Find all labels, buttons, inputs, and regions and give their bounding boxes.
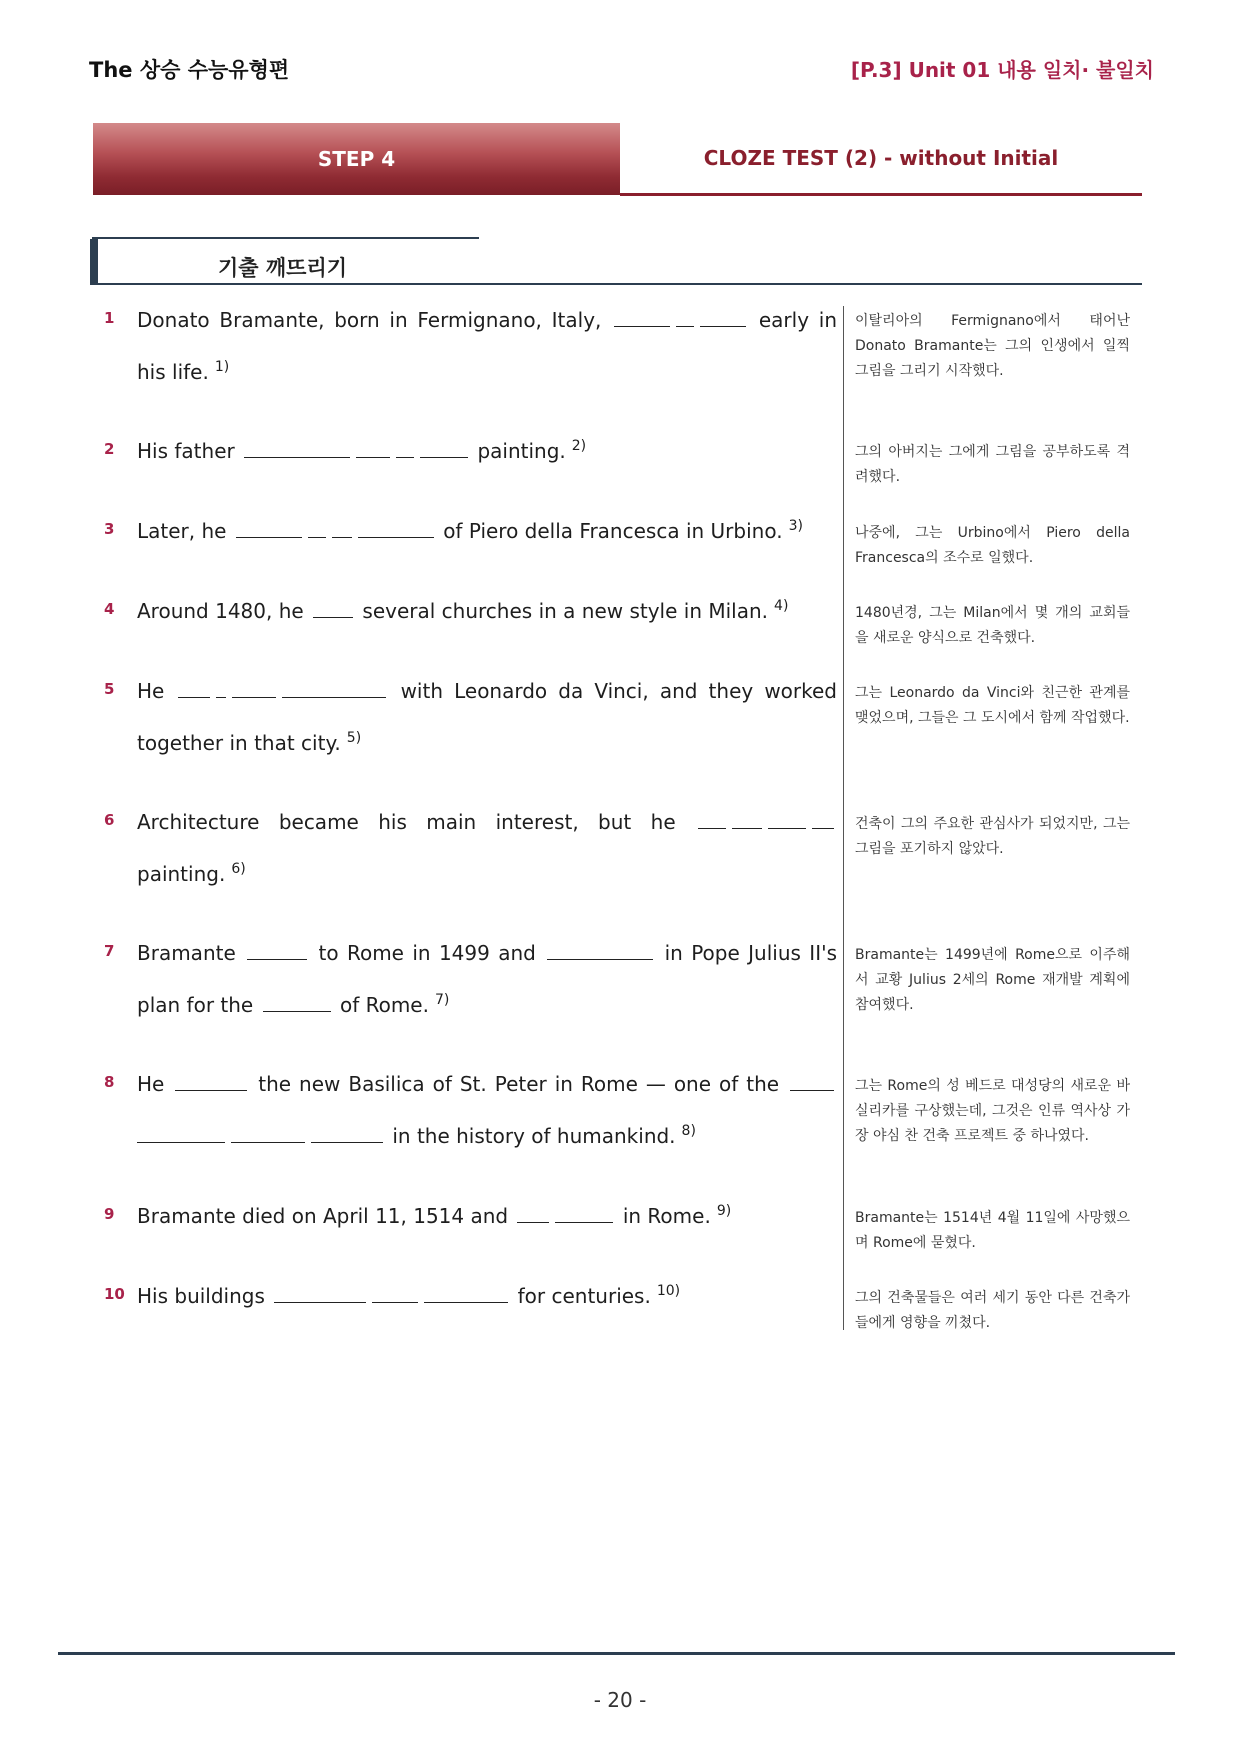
korean-translation: 그는 Leonardo da Vinci와 친근한 관계를 맺었으며, 그들은 그 도시에서 함께 작업했다.	[855, 685, 1130, 726]
question-text: to Rome in 1499 and	[318, 941, 536, 965]
question-number: 7	[104, 942, 115, 960]
footnote-marker: 3)	[788, 518, 803, 534]
cloze-test-title	[620, 123, 1142, 196]
answer-blank	[332, 519, 352, 538]
footer-rule	[58, 1652, 1175, 1655]
question-text: with Leonardo da Vinci, and they worked	[400, 679, 837, 703]
korean-translation: 나중에, 그는 Urbino에서 Piero della Francesca의 조수로 일했다.	[855, 525, 1130, 566]
footnote-marker: 4)	[774, 598, 789, 614]
answer-blank	[555, 1204, 613, 1223]
answer-blank	[356, 439, 390, 458]
answer-blank	[358, 519, 434, 538]
question-number: 4	[104, 600, 115, 618]
question-number: 6	[104, 811, 115, 829]
section-bottom-rule	[98, 283, 1142, 285]
question-text: of Rome.	[339, 993, 429, 1017]
question-text: Bramante	[137, 941, 236, 965]
footnote-marker: 7)	[434, 992, 450, 1008]
answer-blank	[274, 1284, 366, 1303]
footnote-marker: 8)	[681, 1123, 696, 1139]
question-line	[137, 1284, 837, 1311]
korean-translation: 이탈리아의 Fermignano에서 태어난 Donato Bramante는 그의 인생에서 일찍 그림을 그리기 시작했다.	[855, 313, 1130, 379]
answer-blank	[244, 439, 350, 458]
footnote-marker: 1)	[214, 359, 230, 375]
question-text: early in	[758, 308, 838, 332]
question-text: He	[137, 679, 165, 703]
question-text: the new Basilica of St. Peter in Rome — one of the	[258, 1072, 780, 1096]
question-text: his life.	[137, 360, 209, 384]
question-line	[137, 810, 837, 834]
question-text: Later, he	[137, 519, 227, 543]
question-text: plan for the	[137, 993, 254, 1017]
question-text: together in that city.	[137, 731, 341, 755]
question-text: in the history of humankind.	[392, 1124, 676, 1148]
header-unit-title: [P.3] Unit 01 내용 일치· 불일치	[850, 58, 1154, 82]
answer-blank	[424, 1284, 508, 1303]
answer-blank	[420, 439, 468, 458]
question-text: of Piero della Francesca in Urbino.	[443, 519, 783, 543]
question-number: 10	[104, 1285, 125, 1303]
question-number: 2	[104, 440, 115, 458]
question-text: several churches in a new style in Milan.	[362, 599, 769, 623]
question-line	[137, 679, 837, 703]
section-left-bar	[90, 239, 98, 285]
answer-blank	[372, 1284, 418, 1303]
footnote-marker: 6)	[231, 861, 246, 877]
question-line	[137, 731, 837, 758]
question-line	[137, 360, 837, 387]
answer-blank	[700, 308, 746, 327]
question-line	[137, 862, 837, 889]
answer-blank	[732, 810, 762, 829]
cloze-title-text: CLOZE TEST (2) - without Initial	[703, 146, 1059, 170]
question-text: painting.	[137, 862, 226, 886]
column-divider	[843, 306, 844, 1330]
question-text: painting.	[477, 439, 566, 463]
header-book-title: The 상승 수능유형편	[89, 58, 290, 82]
answer-blank	[812, 810, 834, 829]
footnote-marker: 9)	[716, 1203, 732, 1219]
question-text: Donato Bramante, born in Fermignano, Italy,	[137, 308, 602, 332]
answer-blank	[698, 810, 726, 829]
answer-blank	[236, 519, 302, 538]
korean-translation: 그의 건축물들은 여러 세기 동안 다른 건축가들에게 영향을 끼쳤다.	[855, 1290, 1130, 1331]
answer-blank	[231, 1124, 305, 1143]
answer-blank	[263, 993, 331, 1012]
answer-blank	[175, 1072, 247, 1091]
answer-blank	[396, 439, 414, 458]
section-title: 기출 깨뜨리기	[218, 256, 348, 280]
answer-blank	[313, 599, 353, 618]
answer-blank	[768, 810, 806, 829]
question-line	[137, 308, 837, 332]
question-line	[137, 1072, 837, 1096]
question-text: Bramante died on April 11, 1514 and	[137, 1204, 509, 1228]
answer-blank	[216, 679, 226, 698]
question-number: 8	[104, 1073, 115, 1091]
question-text: Architecture became his main interest, but he	[137, 810, 676, 834]
answer-blank	[232, 679, 276, 698]
footnote-marker: 2)	[571, 438, 587, 454]
question-line	[137, 941, 837, 965]
answer-blank	[247, 941, 307, 960]
question-number: 1	[104, 309, 115, 327]
korean-translation: 1480년경, 그는 Milan에서 몇 개의 교회들을 새로운 양식으로 건축했다.	[855, 605, 1130, 646]
question-text: in Rome.	[622, 1204, 711, 1228]
korean-translation: Bramante는 1514년 4월 11일에 사망했으며 Rome에 묻혔다.	[855, 1210, 1130, 1251]
question-text: Around 1480, he	[137, 599, 304, 623]
korean-translation: Bramante는 1499년에 Rome으로 이주해서 교황 Julius 2세의 Rome 재개발 계획에 참여했다.	[855, 947, 1130, 1013]
question-line	[137, 439, 837, 466]
question-number: 5	[104, 680, 115, 698]
question-text: His father	[137, 439, 235, 463]
question-text: He	[137, 1072, 165, 1096]
question-text: His buildings	[137, 1284, 265, 1308]
question-line	[137, 1204, 837, 1231]
answer-blank	[308, 519, 326, 538]
section-top-rule	[92, 237, 479, 239]
question-text: for centuries.	[517, 1284, 651, 1308]
page-number: - 20 -	[593, 1688, 647, 1712]
footnote-marker: 5)	[346, 730, 362, 746]
answer-blank	[137, 1124, 225, 1143]
step-label: STEP 4	[317, 147, 396, 171]
korean-translation: 건축이 그의 주요한 관심사가 되었지만, 그는 그림을 포기하지 않았다.	[855, 816, 1130, 857]
question-line	[137, 993, 837, 1020]
answer-blank	[547, 941, 653, 960]
answer-blank	[178, 679, 210, 698]
question-line	[137, 1124, 837, 1151]
answer-blank	[676, 308, 694, 327]
answer-blank	[282, 679, 386, 698]
question-line	[137, 519, 837, 546]
step-banner	[93, 123, 620, 195]
question-number: 9	[104, 1205, 115, 1223]
question-line	[137, 599, 837, 626]
question-text: in Pope Julius II's	[664, 941, 838, 965]
answer-blank	[311, 1124, 383, 1143]
answer-blank	[517, 1204, 549, 1223]
question-number: 3	[104, 520, 115, 538]
footnote-marker: 10)	[656, 1283, 681, 1299]
answer-blank	[790, 1072, 834, 1091]
answer-blank	[614, 308, 670, 327]
korean-translation: 그의 아버지는 그에게 그림을 공부하도록 격려했다.	[855, 444, 1130, 485]
korean-translation: 그는 Rome의 성 베드로 대성당의 새로운 바실리카를 구상했는데, 그것은 인류 역사상 가장 야심 찬 건축 프로젝트 중 하나였다.	[855, 1078, 1130, 1144]
